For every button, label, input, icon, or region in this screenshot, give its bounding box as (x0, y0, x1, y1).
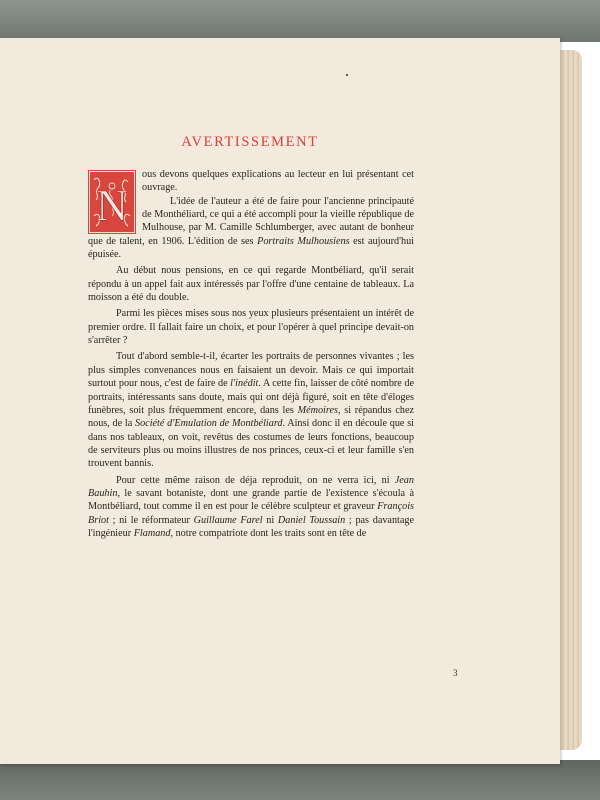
name-daniel-toussain: Daniel Toussain (277, 514, 346, 526)
paragraph-1 (88, 168, 414, 195)
paragraph-5-text-e: , si répandus chez nous, de la (88, 404, 414, 430)
paragraph-6 (88, 474, 414, 541)
name-flamand: Flamand (133, 527, 171, 539)
book-cover-top (0, 0, 600, 42)
italic-inedit: l'inédit (230, 378, 259, 390)
italic-memoires: Mémoires (297, 404, 338, 416)
paragraph-4 (88, 307, 414, 347)
book-title-portraits-mulhousiens: Portraits Mulhousiens (257, 235, 350, 247)
paragraph-1-text: ous devons quelques explications au lecteur en lui présentant cet ouvrage. (142, 169, 414, 194)
body-text (88, 168, 414, 540)
paragraph-5-text-c: . A cette fin, laisser de côté nombre de portraits, intéressants sans doute, mais qui ont déjà figuré, soit en tête d'éloges funèbres, soit plus fréquemment encore, dans les (88, 378, 414, 416)
name-francois-briot: François Briot (88, 501, 414, 526)
paragraph-5 (88, 350, 414, 470)
paragraph-2 (88, 195, 414, 262)
paragraph-6-text-k: , notre compatriote dont les traits sont en tête de (170, 527, 367, 539)
dropcap-ornament (88, 170, 136, 234)
paragraph-5-text-a: Tout d'abord semble-t-il, écarter les portraits de personnes vivantes ; les plus simples convenances nous en faisaient un devoir. Mais ce qui importait surtout pour nous, c'est de faire de (88, 351, 414, 390)
paragraph-6-text-i: ; pas davantage l'ingénieur (88, 514, 415, 539)
page-heading: AVERTISSEMENT (181, 134, 319, 150)
paragraph-6-text-g: ni (262, 514, 278, 526)
page-number: 3 (453, 668, 458, 678)
paragraph-6-text-e: ; ni le réformateur (108, 514, 194, 526)
italic-societe-emulation: Société d'Emulation de Montbéliard (134, 418, 283, 430)
paragraph-5-text-g: . Ainsi donc il en découle que si dans nos tableaux, on voit, revêtus des costumes de leurs fonctions, beaucoup de serviteurs plus ou moins illustres de nos princes, ceux-ci et leur famille s'en trouvent bannis. (88, 418, 414, 470)
paragraph-2-text-c: est aujourd'hui épuisée. (88, 235, 414, 261)
name-jean-bauhin: Jean Bauhin (88, 474, 414, 499)
paragraph-2-text-a: L'idée de l'auteur a été de faire pour l'ancienne principauté de Monthéliard, ce qui a été accompli pour la vieille république de Mulhouse, par M. Camille Schlumberger, avec autant de bonheur que de talent, en 1906. L'édition de ses (88, 195, 414, 247)
paragraph-3 (88, 264, 414, 304)
paragraph-6-text-c: , le savant botaniste, dont une grande partie de l'existence s'écoula à Montbéliard, tout comme il en est pour le célèbre sculpteur et graveur (88, 487, 414, 513)
paragraph-3-text: Au début nous pensions, en ce qui regarde Montbéliard, qu'il serait répondu à un appel fait aux intéressés par l'offre d'une centaine de tableaux. La moisson a été du double. (88, 265, 414, 304)
dropcap-letter: N (96, 181, 128, 230)
paragraph-6-text-a: Pour cette même raison de déja reproduit, on ne verra ici, ni (116, 474, 395, 486)
book-cover-bottom (0, 760, 600, 800)
name-guillaume-farel: Guillaume Farel (193, 514, 263, 526)
paragraph-4-text: Parmi les pièces mises sous nos yeux plusieurs présentaient un intérêt de premier ordre. Il fallait faire un choix, et pour l'opérer à quel principe devait-on s'arrêter ? (88, 308, 414, 347)
ornamental-letter-icon (88, 170, 136, 234)
ink-speck (346, 74, 348, 76)
